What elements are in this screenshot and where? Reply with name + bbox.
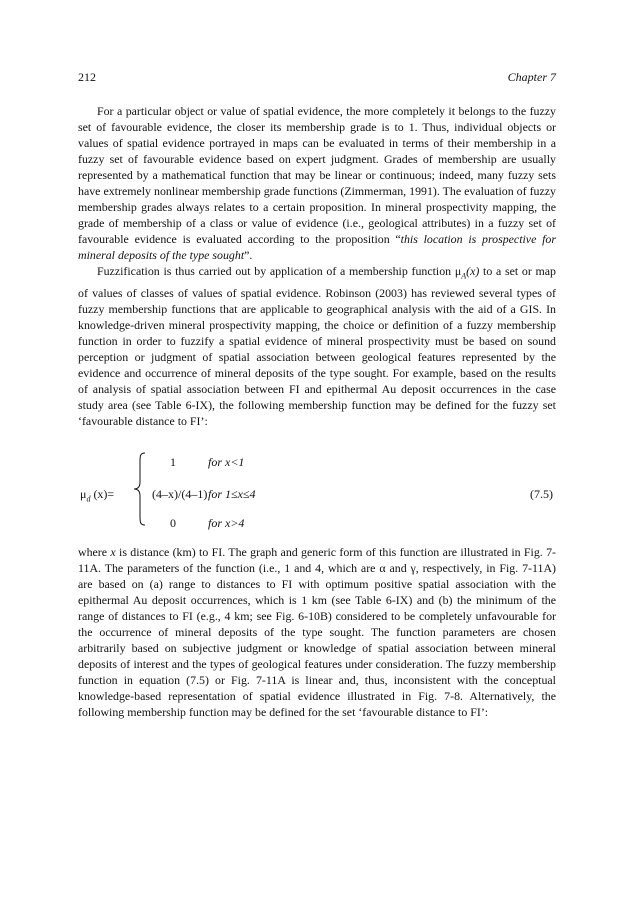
paragraph-3: where x is distance (km) to FI. The graph and generic form of this function are illustrated in Fig. 7-11A. The parameters of the function (i.e., 1 and 4, which are α and γ, respectively, in Fig. 7-11A) are based on (a) range to distances to FI with optimum positive spatial association with the epithermal Au deposit occurrences, which is 1 km (see Table 6-IX) and (b) the minimum of the range of distances to FI (e.g., 4 km; see Fig. 6-10B) considered to be completely unfavourable for the occurrence of mineral deposits of the type sought. The function parameters are chosen arbitrarily based on subjective judgment or knowledge of spatial association between mineral deposits of interest and the types of geological features under consideration. The fuzzy membership function in equation (7.5) or Fig. 7-11A is linear and, thus, inconsistent with the conceptual knowledge-based representation of spatial evidence illustrated in Fig. 7-8. Alternatively, the following membership function may be defined for the set ‘favourable distance to FI’: xyxy=(78,545,556,720)
mu-symbol: μ xyxy=(454,264,462,279)
eq-row-3-value: 0 xyxy=(170,516,176,530)
eq-row-1-condition: for x<1 xyxy=(208,455,245,469)
page-number: 212 xyxy=(78,70,96,84)
page-header xyxy=(78,70,556,86)
equation-number: (7.5) xyxy=(530,487,553,501)
paragraph-2: Fuzzification is thus carried out by application of a membership function $\mu_A(x)$ to a set or map of values of classes of values of spatial evidence. Robinson (2003) has reviewed several types of fuzzy membership functions that are applicable to geographical analysis with the aid of a GIS. In knowledge-driven mineral prospectivity mapping, the choice or definition of a fuzzy membership function in order to fuzzify a spatial evidence of mineral prospectivity must be based on sound perception or judgment of spatial association between geological features represented by the evidence and occurrence of mineral deposits of the type sought. For example, based on the results of analysis of spatial association between FI and epithermal Au deposit occurrences in the case study area (see Table 6-IX), the following membership function may be defined for the fuzzy set ‘favourable distance to FI’: xyxy=(78,264,556,429)
eq-row-3-condition: for x>4 xyxy=(208,516,245,530)
eq-row-1-value: 1 xyxy=(170,455,176,469)
eq-row-2-condition: for 1≤x≤4 xyxy=(208,487,256,501)
left-brace-icon xyxy=(132,452,148,526)
paragraph-1: For a particular object or value of spatial evidence, the more completely it belongs to the fuzzy set of favourable evidence, the closer its membership grade is to 1. Thus, individual objects or values of spatial evidence portrayed in maps can be evaluated in terms of their membership in a fuzzy set of favourable evidence based on expert judgment. Grades of membership are usually represented by a mathematical function that may be linear or continuous; indeed, many fuzzy sets have extremely nonlinear membership grade functions (Zimmerman, 1991). The evaluation of fuzzy membership grades always relates to a certain proposition. In mineral prospectivity mapping, the grade of membership of a class or value of evidence (i.e., geological attributes) in a fuzzy set of favourable evidence is evaluated according to the proposition “this location is prospective for mineral deposits of the type sought”. xyxy=(78,104,556,263)
proposition-italic: this location is prospective for mineral deposits of the type sought xyxy=(78,232,556,263)
equation-7-5 xyxy=(78,449,556,529)
eq-row-2-value: (4–x)/(4–1) xyxy=(152,487,208,501)
text-block-lower xyxy=(78,544,556,721)
equation-lhs: $\mu_d$ (x)= xyxy=(80,487,115,504)
chapter-title: Chapter 7 xyxy=(507,70,556,84)
text-block-upper xyxy=(78,103,556,429)
